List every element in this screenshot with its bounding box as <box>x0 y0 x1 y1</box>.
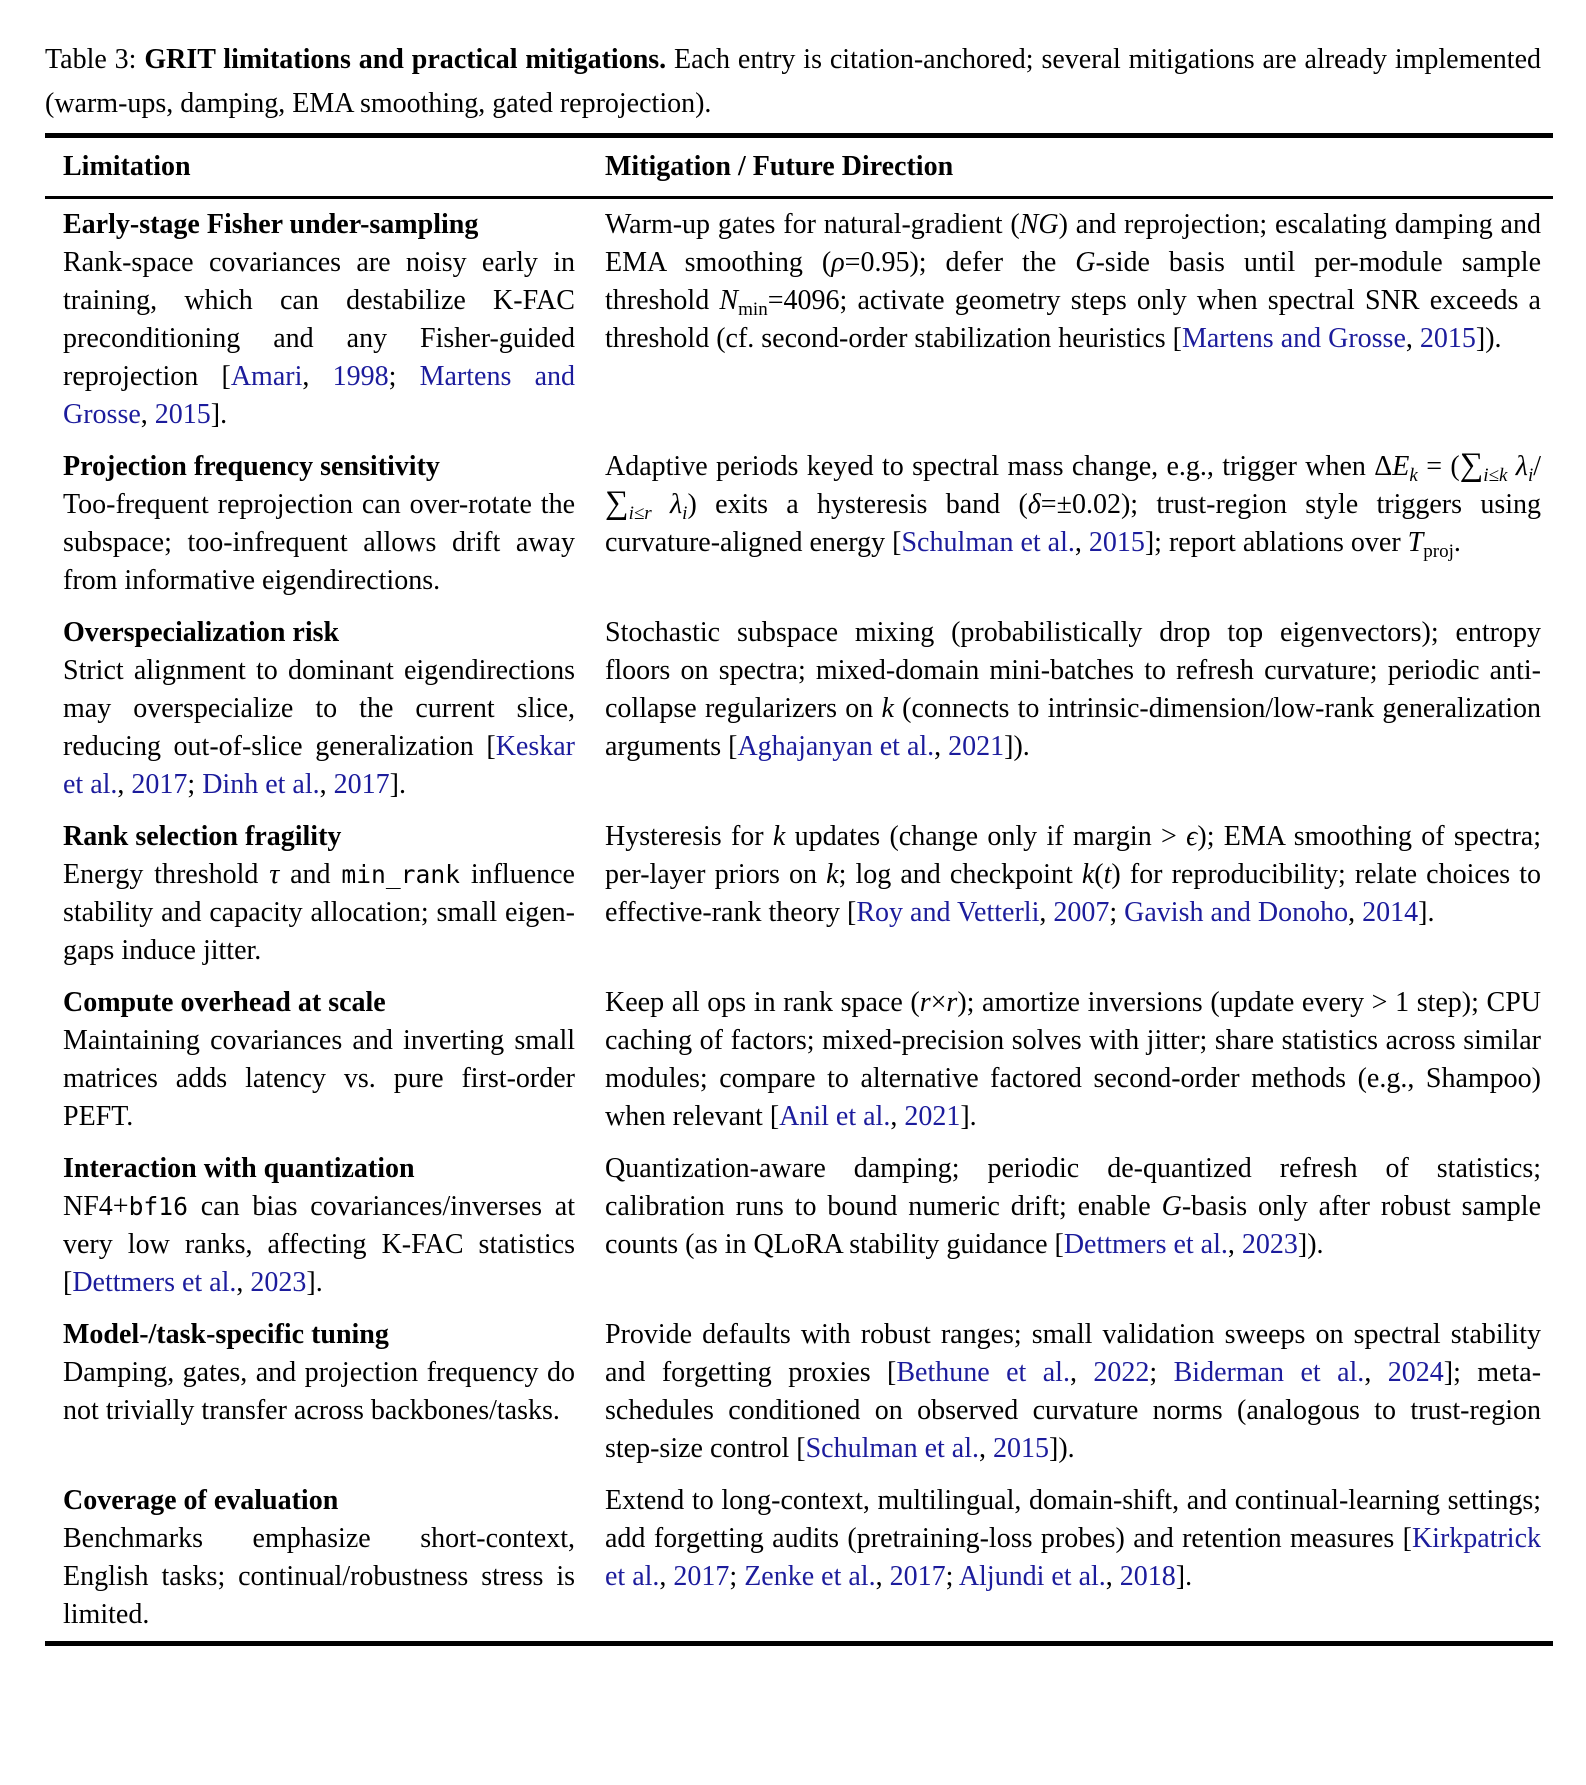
limitation-title: Coverage of evaluation <box>63 1485 339 1516</box>
text-run: , <box>1074 527 1089 558</box>
text-run: , <box>1039 897 1054 928</box>
text-run: k <box>1081 859 1095 890</box>
table-row <box>45 1309 1553 1475</box>
limitation-cell <box>63 1309 575 1475</box>
citation-link[interactable]: Dettmers et al. <box>1063 1229 1228 1260</box>
text-run: ϵ <box>1186 821 1198 852</box>
limitation-body <box>63 489 575 596</box>
text-run: , <box>117 769 132 800</box>
text-run: ]. <box>1418 897 1435 928</box>
citation-link[interactable]: Keskar et al. <box>63 731 575 800</box>
citation-link[interactable]: 2017 <box>889 1561 946 1592</box>
limitation-body <box>63 247 575 430</box>
citation-link[interactable]: Aghajanyan et al. <box>737 731 935 762</box>
text-run: Warm-up gates for natural-gradient ( <box>605 209 1020 240</box>
text-run: ; <box>1109 897 1125 928</box>
text-run: Rank-space covariances are noisy early in training, which can destabilize K-FAC preconditioning and any Fisher-guided reprojection [ <box>63 247 575 392</box>
text-run: Hysteresis for <box>605 821 773 852</box>
text-run: ) exits a hysteresis band ( <box>687 489 1028 520</box>
text-run: λ <box>670 489 683 520</box>
limitation-cell <box>63 977 575 1143</box>
text-run: ρ <box>831 247 845 278</box>
text-run: influence stability and capacity allocation; small eigen-gaps induce jitter. <box>63 859 575 966</box>
text-run: k <box>1409 465 1418 487</box>
limitation-cell <box>63 1143 575 1309</box>
text-run: Quantization-aware damping; periodic de-quantized refresh of statistics; calibration runs to bound numeric drift; enable <box>605 1153 1541 1222</box>
mitigation-cell <box>605 1475 1541 1641</box>
table-row <box>45 1475 1553 1641</box>
text-run: ]. <box>210 399 228 430</box>
text-run: =4096; activate geometry steps only when spectral SNR exceeds a threshold (cf. second-order stabilization heuristics [ <box>605 285 1541 354</box>
citation-link[interactable]: Schulman et al. <box>805 1433 979 1464</box>
text-run: E <box>1392 451 1410 482</box>
text-run: k <box>881 693 894 724</box>
citation-link[interactable]: Anil et al. <box>779 1101 891 1132</box>
limitation-title: Interaction with quantization <box>63 1153 415 1184</box>
text-run: ]). <box>1297 1229 1324 1260</box>
text-run: ; <box>187 769 203 800</box>
table-row <box>45 607 1553 811</box>
mitigation-body <box>605 821 1541 928</box>
text-run: min <box>738 299 768 321</box>
text-run: , <box>1069 1357 1094 1388</box>
mitigation-cell <box>605 199 1541 441</box>
table-row <box>45 199 1553 441</box>
text-run: i <box>682 503 688 525</box>
text-run: , <box>890 1101 905 1132</box>
citation-link[interactable]: 1998 <box>332 361 389 392</box>
text-run: k <box>826 859 839 890</box>
table-caption <box>45 38 1541 126</box>
table-row <box>45 977 1553 1143</box>
limitation-title: Overspecialization risk <box>63 617 340 648</box>
text-run: ) <box>1111 859 1121 890</box>
text-run: ; <box>729 1561 745 1592</box>
text-run: r <box>919 987 931 1018</box>
caption-label: Table 3: <box>45 44 145 75</box>
citation-link[interactable]: Dinh et al. <box>202 769 320 800</box>
limitation-body <box>63 1523 575 1630</box>
text-run: ; <box>945 1561 959 1592</box>
caption-text: Each entry is citation-anchored; several mitigations are already implemented (warm-ups, damping, EMA smoothing, gated reprojection). <box>45 44 1542 119</box>
citation-link[interactable]: Bethune et al. <box>896 1357 1070 1388</box>
text-run: -side basis until per-module sample threshold <box>605 247 1542 316</box>
text-run: Extend to long-context, multilingual, domain-shift, and continual-learning settings; add forgetting audits (pretraining-loss probes) and retention measures [ <box>605 1485 1541 1554</box>
citation-link[interactable]: 2023 <box>250 1267 307 1298</box>
text-run: Keep all ops in rank space ( <box>605 987 920 1018</box>
text-run: NF4+ <box>63 1191 129 1222</box>
citation-link[interactable]: 2015 <box>1088 527 1145 558</box>
text-run: ; log and checkpoint <box>838 859 1082 890</box>
limitations-table <box>45 133 1553 1646</box>
header-limitation: Limitation <box>63 151 191 182</box>
limitation-cell <box>63 811 575 977</box>
limitation-body <box>63 1025 575 1132</box>
text-run: i <box>1527 465 1534 487</box>
text-run: , <box>659 1561 674 1592</box>
citation-link[interactable]: 2017 <box>673 1561 730 1592</box>
text-run: , <box>934 731 949 762</box>
citation-link[interactable]: Zenke et al. <box>744 1561 876 1592</box>
limitation-body <box>63 1357 575 1426</box>
text-run: ; <box>1149 1357 1174 1388</box>
limitation-body <box>63 1191 575 1298</box>
citation-link[interactable]: 2015 <box>154 399 211 430</box>
text-run: for reproducibility; relate choices to effective-rank theory [ <box>605 859 1541 928</box>
text-run <box>652 489 670 520</box>
text-run: =0.95); defer the <box>844 247 1076 278</box>
citation-link[interactable]: 2015 <box>1419 323 1476 354</box>
table-row <box>45 1143 1553 1309</box>
text-run: r <box>946 987 958 1018</box>
text-run: ) and reprojection; escalating damping and EMA smoothing ( <box>605 209 1541 278</box>
mitigation-body <box>605 987 1541 1132</box>
text-run: Too-frequent reprojection can over-rotate the subspace; too-infrequent allows drift away from informative eigendirections. <box>63 489 575 596</box>
text-run: ]. <box>306 1267 323 1298</box>
text-run: -basis only after robust sample counts (as in QLoRA stability guidance [ <box>605 1191 1541 1260</box>
text-run: Damping, gates, and projection frequency do not trivially transfer across backbones/tasks. <box>63 1357 575 1426</box>
text-run: min_rank <box>341 860 460 889</box>
citation-link[interactable]: Gavish and Donoho <box>1124 897 1349 928</box>
citation-link[interactable]: Dettmers et al. <box>72 1267 237 1298</box>
citation-link[interactable]: Martens and Grosse <box>63 361 576 430</box>
text-run: proj <box>1423 541 1454 563</box>
text-run: , <box>1348 897 1363 928</box>
text-run: , <box>140 399 155 430</box>
citation-link[interactable]: 2018 <box>1119 1561 1176 1592</box>
citation-link[interactable]: Martens and Grosse <box>1181 323 1406 354</box>
citation-link[interactable]: 2017 <box>333 769 390 800</box>
text-run: and <box>279 859 342 890</box>
citation-link[interactable]: 2017 <box>131 769 188 800</box>
citation-link[interactable]: Kirkpatrick et al. <box>605 1523 1541 1592</box>
citation-link[interactable]: 2024 <box>1387 1357 1444 1388</box>
text-run: , <box>236 1267 251 1298</box>
text-run: ]. <box>960 1101 977 1132</box>
text-run: ); amortize inversions (update every > 1 step); CPU caching of factors; mixed-precision solves with jitter; share statistics across similar modules; compare to alternative factored second-order methods (e.g., Shampoo) when relevant [ <box>605 987 1541 1132</box>
limitation-title: Model-/task-specific tuning <box>63 1319 389 1350</box>
text-run: i≤r <box>628 503 652 525</box>
text-run <box>1507 451 1515 482</box>
text-run: ]). <box>1475 323 1502 354</box>
text-run: ∑ <box>1459 447 1484 483</box>
text-run: G <box>1075 247 1096 278</box>
mitigation-body <box>605 209 1541 354</box>
mitigation-cell <box>605 977 1541 1143</box>
text-run: Energy threshold <box>63 859 270 890</box>
text-run: bf16 <box>128 1192 188 1221</box>
text-run: , <box>875 1561 890 1592</box>
limitation-body <box>63 859 575 966</box>
mitigation-body <box>605 1319 1541 1464</box>
text-run: δ <box>1027 489 1041 520</box>
table-header-row <box>45 138 1553 196</box>
mitigation-cell <box>605 607 1541 811</box>
text-run: ]. <box>1175 1561 1193 1592</box>
text-run: G <box>1161 1191 1182 1222</box>
limitation-title: Early-stage Fisher under-sampling <box>63 209 479 240</box>
mitigation-body <box>605 1153 1541 1260</box>
mitigation-body <box>605 1485 1541 1592</box>
citation-link[interactable]: Aljundi et al. <box>958 1561 1106 1592</box>
mitigation-cell <box>605 441 1541 607</box>
text-run: (connects to intrinsic-dimension/low-rank generalization arguments [ <box>605 693 1541 762</box>
text-run: can bias covariances/inverses at very low ranks, affecting K-FAC statistics [ <box>63 1191 575 1298</box>
header-mitigation: Mitigation / Future Direction <box>605 151 954 182</box>
text-run: ]. <box>389 769 406 800</box>
text-run: ∑ <box>605 485 629 521</box>
citation-link[interactable]: 2021 <box>904 1101 961 1132</box>
citation-link[interactable]: 2021 <box>948 731 1005 762</box>
text-run: / <box>1533 451 1542 482</box>
mitigation-cell <box>605 1309 1541 1475</box>
citation-link[interactable]: Schulman et al. <box>901 527 1075 558</box>
citation-link[interactable]: Roy and Vetterli <box>856 897 1040 928</box>
text-run: ; <box>388 361 420 392</box>
text-run: , <box>302 361 333 392</box>
limitation-cell <box>63 199 575 441</box>
citation-link[interactable]: Biderman et al. <box>1173 1357 1365 1388</box>
text-run: i≤k <box>1483 465 1508 487</box>
text-run: Stochastic subspace mixing (probabilistically drop top eigenvectors); entropy floors on spectra; mixed-domain mini-batches to refresh curvature; periodic anti-collapse regularizers on <box>605 617 1541 724</box>
bottom-rule <box>45 1641 1553 1646</box>
text-run: , <box>319 769 334 800</box>
text-run: λ <box>1515 451 1528 482</box>
limitation-title: Projection frequency sensitivity <box>63 451 440 482</box>
table-row <box>45 441 1553 607</box>
citation-link[interactable]: Amari <box>230 361 303 392</box>
caption-title: GRIT limitations and practical mitigations. <box>144 44 667 75</box>
text-run: ); EMA smoothing of spectra; per-layer priors on <box>605 821 1541 890</box>
text-run: updates (change only if margin > <box>785 821 1187 852</box>
limitation-body <box>63 655 575 800</box>
mitigation-cell <box>605 1143 1541 1309</box>
text-run: ]; meta-schedules conditioned on observed curvature norms (analogous to trust-region step-size control [ <box>605 1357 1542 1464</box>
text-run: Adaptive periods keyed to spectral mass change, e.g., trigger when Δ <box>605 451 1393 482</box>
text-run: Benchmarks emphasize short-context, English tasks; continual/robustness stress is limited. <box>63 1523 575 1630</box>
citation-link[interactable]: 2007 <box>1053 897 1110 928</box>
citation-link[interactable]: 2022 <box>1093 1357 1150 1388</box>
limitation-cell <box>63 1475 575 1641</box>
text-run: , <box>1364 1357 1388 1388</box>
text-run: , <box>1105 1561 1120 1592</box>
text-run: × <box>930 987 947 1018</box>
text-run: T <box>1407 527 1424 558</box>
text-run: ]; report ablations over <box>1144 527 1408 558</box>
citation-link[interactable]: 2023 <box>1241 1229 1298 1260</box>
citation-link[interactable]: 2015 <box>993 1433 1049 1464</box>
table-row <box>45 811 1553 977</box>
mitigation-cell <box>605 811 1541 977</box>
text-run: , <box>1227 1229 1242 1260</box>
text-run: = ( <box>1417 451 1460 482</box>
citation-link[interactable]: 2014 <box>1362 897 1419 928</box>
text-run: t <box>1103 859 1112 890</box>
text-run: N <box>719 285 739 316</box>
limitation-title: Compute overhead at scale <box>63 987 386 1018</box>
text-run: ]). <box>1004 731 1030 762</box>
text-run: τ <box>269 859 280 890</box>
limitation-cell <box>63 441 575 607</box>
text-run: Maintaining covariances and inverting small matrices adds latency vs. pure first-order PEFT. <box>63 1025 575 1132</box>
limitation-title: Rank selection fragility <box>63 821 342 852</box>
limitation-cell <box>63 607 575 811</box>
text-run: , <box>1405 323 1420 354</box>
text-run: Provide defaults with robust ranges; small validation sweeps on spectral stability and forgetting proxies [ <box>605 1319 1541 1388</box>
text-run: k <box>772 821 786 852</box>
table-body <box>45 199 1553 1641</box>
text-run: =±0.02); trust-region style triggers using curvature-aligned energy [ <box>605 489 1541 558</box>
text-run: ( <box>1094 859 1104 890</box>
text-run: Strict alignment to dominant eigendirections may overspecialize to the current slice, reducing out-of-slice generalization [ <box>63 655 575 762</box>
text-run: . <box>1453 527 1461 558</box>
text-run: , <box>979 1433 993 1464</box>
text-run: ]). <box>1049 1433 1075 1464</box>
text-run: NG <box>1019 209 1059 240</box>
mitigation-body <box>605 617 1541 762</box>
mitigation-body <box>605 447 1542 563</box>
